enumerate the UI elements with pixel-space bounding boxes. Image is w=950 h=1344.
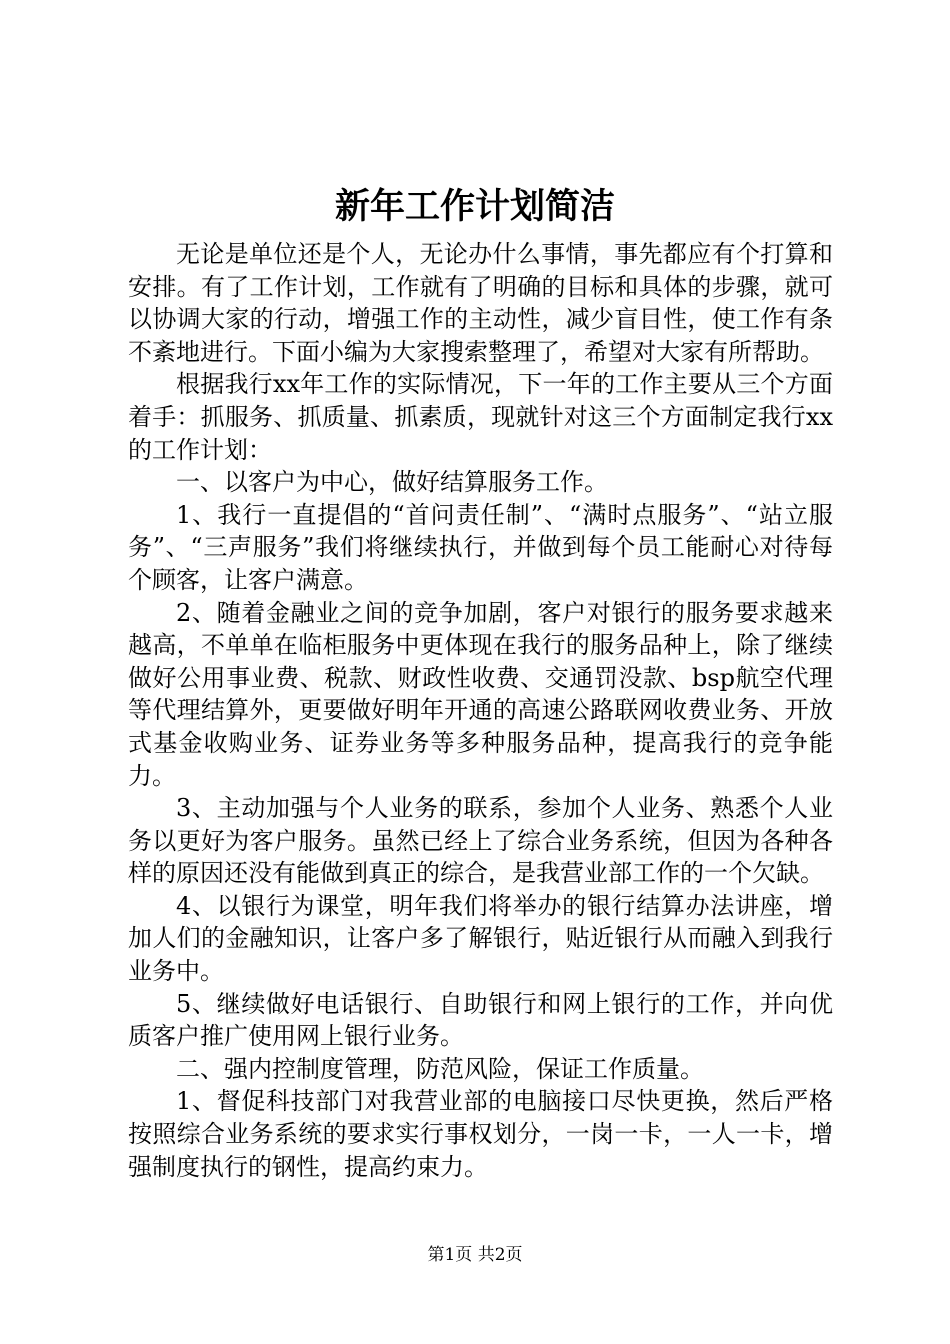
paragraph-item-1-1: 1、我行一直提倡的“首问责任制”、“满时点服务”、“站立服务”、“三声服务”我们将继续执行，并做到每个员工能耐心对待每个顾客，让客户满意。 [128,500,833,594]
section-heading-1: 一、以客户为中心，做好结算服务工作。 [176,468,608,497]
section-heading-2: 二、强内控制度管理，防范风险，保证工作质量。 [176,1054,704,1083]
paragraph-intro: 无论是单位还是个人，无论办什么事情，事先都应有个打算和安排。有了工作计划，工作就有了明确的目标和具体的步骤，就可以协调大家的行动，增强工作的主动性，减少盲目性，使工作有条不紊地进行。下面小编为大家搜索整理了，希望对大家有所帮助。 [128,240,833,366]
paragraph-item-1-3: 3、主动加强与个人业务的联系，参加个人业务、熟悉个人业务以更好为客户服务。虽然已经上了综合业务系统，但因为各种各样的原因还没有能做到真正的综合，是我营业部工作的一个欠缺。 [128,794,833,888]
paragraph-overview: 根据我行xx年工作的实际情况，下一年的工作主要从三个方面着手：抓服务、抓质量、抓素质，现就针对这三个方面制定我行xx的工作计划： [128,370,833,464]
paragraph-item-2-1: 1、督促科技部门对我营业部的电脑接口尽快更换，然后严格按照综合业务系统的要求实行事权划分，一岗一卡，一人一卡，增强制度执行的钢性，提高约束力。 [128,1087,833,1181]
paragraph-item-1-4: 4、以银行为课堂，明年我们将举办的银行结算办法讲座，增加人们的金融知识，让客户多了解银行，贴近银行从而融入到我行业务中。 [128,891,833,986]
page-footer: 第1页 共2页 [427,1245,523,1265]
paragraph-item-1-2: 2、随着金融业之间的竞争加剧，客户对银行的服务要求越来越高，不单单在临柜服务中更体现在我行的服务品种上，除了继续做好公用事业费、税款、财政性收费、交通罚没款、bsp航空代理等代理结算外，更要做好明年开通的高速公路联网收费业务、开放式基金收购业务、证券业务等多种服务品种，提高我行的竞争能力。 [128,598,833,790]
document-title: 新年工作计划简洁 [334,186,615,227]
document-body [128,238,833,1183]
paragraph-item-1-5: 5、继续做好电话银行、自助银行和网上银行的工作，并向优质客户推广使用网上银行业务。 [128,989,833,1051]
